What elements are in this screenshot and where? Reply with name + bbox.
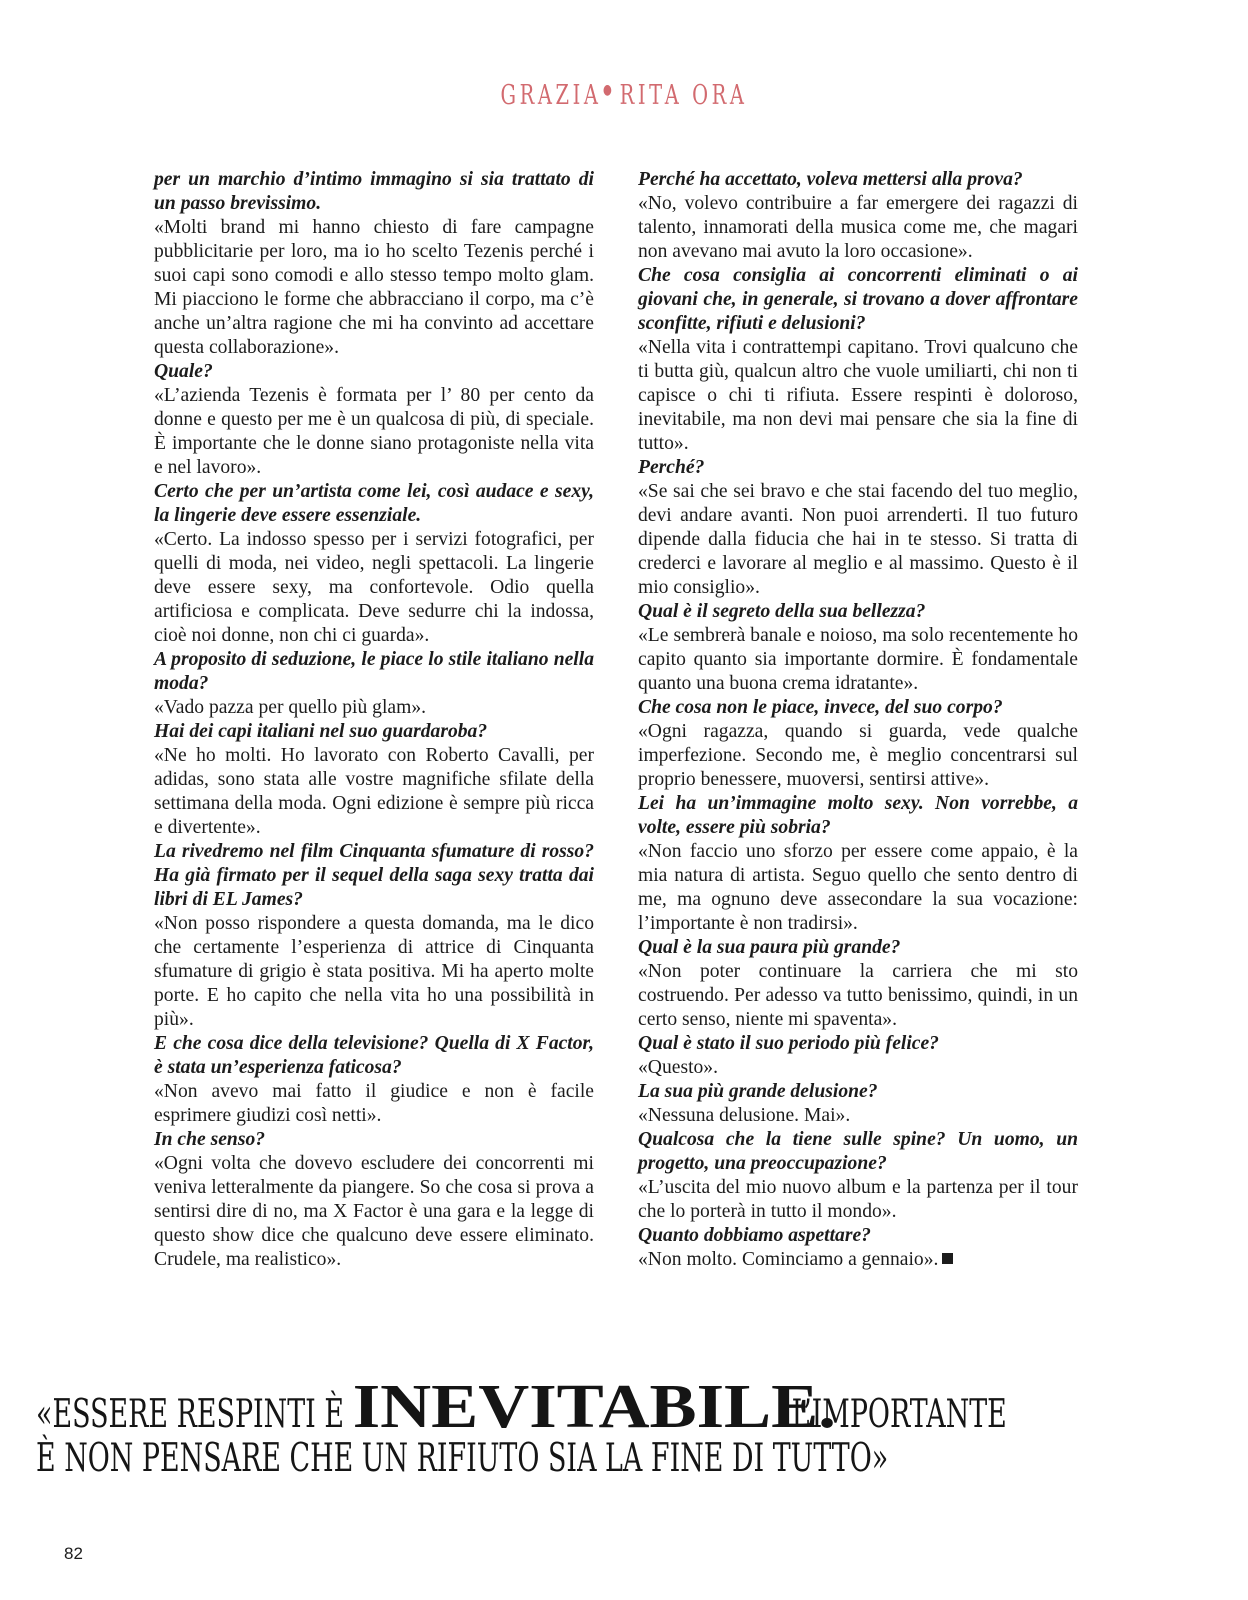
pull-quote-line-1: [36, 1373, 1007, 1441]
interview-answer: «Nessuna delusione. Mai».: [638, 1105, 851, 1126]
interview-question: La rivedremo nel film Cinquanta sfumature di rosso? Ha già firmato per il sequel della saga sexy tratta dai libri di EL James?: [154, 841, 594, 910]
interview-question: Quanto dobbiamo aspettare?: [638, 1225, 871, 1246]
interview-answer: «Certo. La indosso spesso per i servizi fotografici, per quelli di moda, nei video, negli spettacoli. La lingerie deve essere sexy, ma confortevole. Odio quella artificiosa e complicata. Deve sedurre chi la indossa, cioè noi donne, non chi ci guarda».: [154, 529, 594, 646]
interview-answer: «Non molto. Cominciamo a gennaio».: [638, 1248, 1078, 1272]
magazine-name: GRAZIA: [500, 80, 602, 111]
right-column: [638, 168, 1078, 1272]
interview-question: Qualcosa che la tiene sulle spine? Un uomo, un progetto, una preoccupazione?: [638, 1129, 1078, 1174]
article-subject: RITA ORA: [619, 80, 748, 111]
interview-question: Hai dei capi italiani nel suo guardaroba?: [154, 721, 488, 742]
interview-answer: «Ogni ragazza, quando si guarda, vede qualche imperfezione. Secondo me, è meglio concentrarsi sul proprio benessere, muoversi, sentirsi attive».: [638, 721, 1078, 790]
interview-question: per un marchio d’intimo immagino si sia trattato di un passo brevissimo.: [154, 169, 594, 214]
interview-answer: «L’azienda Tezenis è formata per l’ 80 per cento da donne e questo per me è un qualcosa di più, di speciale. È importante che le donne siano protagoniste nella vita e nel lavoro».: [154, 385, 594, 478]
interview-question: Perché ha accettato, voleva mettersi alla prova?: [638, 169, 1023, 190]
interview-answer: «Non faccio uno sforzo per essere come appaio, è la mia natura di artista. Seguo quello che sento dentro di me, ma ognuno deve assecondare la sua vocazione: l’importante è non tradirsi».: [638, 841, 1078, 934]
interview-question: Qual è il segreto della sua bellezza?: [638, 601, 926, 622]
pull-quote-emphasis: INEVITABILE.: [352, 1373, 836, 1441]
pull-quote: [36, 1373, 1226, 1481]
pull-quote-part-2: L’IMPORTANTE: [791, 1392, 1007, 1437]
interview-question: Qual è la sua paura più grande?: [638, 937, 901, 958]
interview-question: Che cosa non le piace, invece, del suo corpo?: [638, 697, 1003, 718]
interview-answer: «Molti brand mi hanno chiesto di fare campagne pubblicitarie per loro, ma io ho scelto Tezenis perché i suoi capi sono comodi e allo stesso tempo molto glam. Mi piacciono le forme che abbracciano il corpo, ma c’è anche un’altra ragione che mi ha convinto ad accettare questa collaborazione».: [154, 217, 594, 358]
interview-question: Perché?: [638, 457, 705, 478]
interview-question: Qual è stato il suo periodo più felice?: [638, 1033, 939, 1054]
pull-quote-line-2: È NON PENSARE CHE UN RIFIUTO SIA LA FINE DI TUTTO»: [36, 1436, 889, 1481]
interview-question: In che senso?: [154, 1129, 266, 1150]
interview-answer: «Ogni volta che dovevo escludere dei concorrenti mi veniva letteralmente da piangere. So che cosa si prova a sentirsi dire di no, ma X Factor è una gara e la legge di questo show dice che qualcuno deve essere eliminato. Crudele, ma realistico».: [154, 1153, 594, 1270]
page-number: 82: [64, 1544, 83, 1563]
interview-answer: «No, volevo contribuire a far emergere dei ragazzi di talento, innamorati della musica come me, che magari non avevano mai avuto la loro occasione».: [638, 193, 1078, 262]
interview-question: Che cosa consiglia ai concorrenti eliminati o ai giovani che, in generale, si trovano a dover affrontare sconfitte, rifiuti e delusioni?: [638, 265, 1078, 334]
interview-answer: «L’uscita del mio nuovo album e la partenza per il tour che lo porterà in tutto il mondo».: [638, 1177, 1078, 1222]
interview-question: Lei ha un’immagine molto sexy. Non vorrebbe, a volte, essere più sobria?: [638, 793, 1078, 838]
interview-answer: «Non posso rispondere a questa domanda, ma le dico che certamente l’esperienza di attrice di Cinquanta sfumature di grigio è stata positiva. Mi ha aperto molte porte. E ho capito che nella vita ho una possibilità in più».: [154, 913, 594, 1030]
interview-answer: «Non avevo mai fatto il giudice e non è facile esprimere giudizi così netti».: [154, 1081, 594, 1126]
interview-answer: «Questo».: [638, 1057, 719, 1078]
interview-answer: «Nella vita i contrattempi capitano. Trovi qualcuno che ti butta giù, qualcun altro che vuole umiliarti, chi non ti capisce o chi ti rifiuta. Essere respinti è doloroso, inevitabile, ma non devi mai pensare che sia la fine di tutto».: [638, 337, 1078, 454]
end-of-article-mark: [942, 1253, 953, 1264]
pull-quote-part-1: «ESSERE RESPINTI È: [36, 1392, 345, 1437]
interview-question: A proposito di seduzione, le piace lo stile italiano nella moda?: [154, 649, 594, 694]
interview-question: Quale?: [154, 361, 213, 382]
interview-answer: «Le sembrerà banale e noioso, ma solo recentemente ho capito quanto sia importante dormire. È fondamentale quanto una buona crema idratante».: [638, 625, 1078, 694]
left-column: [154, 168, 594, 1272]
header-dot: ●: [602, 82, 616, 98]
interview-question: E che cosa dice della televisione? Quella di X Factor, è stata un’esperienza faticosa?: [154, 1033, 594, 1078]
interview-answer: «Se sai che sei bravo e che stai facendo del tuo meglio, devi andare avanti. Non puoi arrenderti. Il tuo futuro dipende dalla fiducia che hai in te stesso. Si tratta di crederci e lavorare al meglio e al massimo. Questo è il mio consiglio».: [638, 481, 1078, 598]
interview-answer: «Vado pazza per quello più glam».: [154, 697, 427, 718]
interview-answer: «Non poter continuare la carriera che mi sto costruendo. Per adesso va tutto benissimo, quindi, in un certo senso, niente mi spaventa».: [638, 961, 1078, 1030]
interview-question: La sua più grande delusione?: [638, 1081, 878, 1102]
interview-answer: «Ne ho molti. Ho lavorato con Roberto Cavalli, per adidas, sono stata alle vostre magnifiche sfilate della settimana della moda. Ogni edizione è sempre più ricca e divertente».: [154, 745, 594, 838]
running-header: [175, 80, 1074, 111]
interview-question: Certo che per un’artista come lei, così audace e sexy, la lingerie deve essere essenziale.: [154, 481, 594, 526]
